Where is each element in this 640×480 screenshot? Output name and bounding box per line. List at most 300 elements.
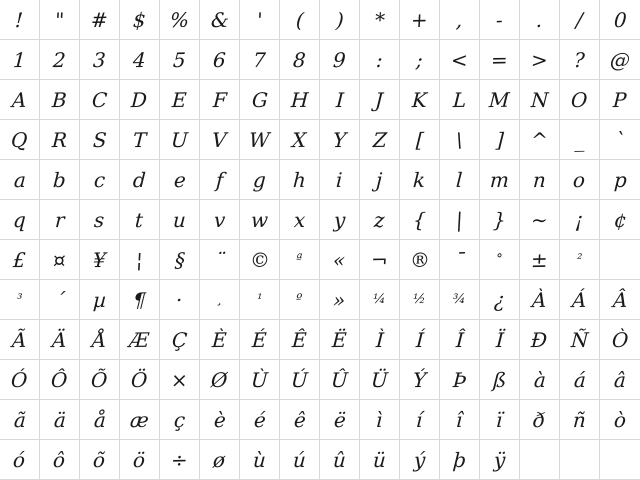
glyph-cell[interactable] bbox=[240, 440, 280, 480]
glyph-character: ; bbox=[415, 47, 424, 72]
glyph-cell[interactable] bbox=[280, 0, 320, 40]
glyph-cell[interactable] bbox=[560, 160, 600, 200]
glyph-character: [ bbox=[414, 127, 425, 152]
glyph-character: G bbox=[250, 87, 269, 112]
glyph-cell[interactable] bbox=[520, 400, 560, 440]
glyph-character: { bbox=[412, 207, 427, 232]
glyph-cell[interactable] bbox=[600, 200, 640, 240]
glyph-character: " bbox=[54, 7, 65, 32]
glyph-cell[interactable] bbox=[560, 0, 600, 40]
glyph-character: Ñ bbox=[570, 327, 589, 352]
glyph-cell[interactable] bbox=[80, 280, 120, 320]
glyph-cell[interactable] bbox=[80, 80, 120, 120]
glyph-character: ð bbox=[532, 407, 547, 432]
glyph-cell[interactable] bbox=[480, 360, 520, 400]
glyph-cell[interactable] bbox=[440, 80, 480, 120]
glyph-cell[interactable] bbox=[200, 40, 240, 80]
glyph-cell[interactable] bbox=[160, 40, 200, 80]
glyph-character: 7 bbox=[252, 47, 267, 72]
glyph-character: ¼ bbox=[372, 291, 387, 308]
glyph-cell[interactable] bbox=[240, 200, 280, 240]
glyph-character: q bbox=[12, 207, 27, 232]
glyph-character: þ bbox=[452, 447, 467, 472]
glyph-cell[interactable] bbox=[360, 440, 400, 480]
glyph-cell[interactable] bbox=[480, 440, 520, 480]
glyph-cell[interactable] bbox=[0, 240, 40, 280]
glyph-cell[interactable] bbox=[480, 280, 520, 320]
glyph-cell[interactable] bbox=[200, 440, 240, 480]
glyph-cell[interactable] bbox=[240, 80, 280, 120]
glyph-cell[interactable] bbox=[440, 320, 480, 360]
glyph-cell[interactable] bbox=[40, 40, 80, 80]
glyph-cell[interactable] bbox=[40, 200, 80, 240]
glyph-cell[interactable] bbox=[160, 440, 200, 480]
glyph-cell[interactable] bbox=[120, 240, 160, 280]
glyph-cell[interactable] bbox=[120, 120, 160, 160]
glyph-cell[interactable] bbox=[520, 360, 560, 400]
glyph-character: ç bbox=[173, 407, 186, 432]
glyph-character: ó bbox=[12, 447, 27, 472]
glyph-character: f bbox=[215, 167, 224, 192]
glyph-cell[interactable] bbox=[0, 320, 40, 360]
glyph-cell[interactable] bbox=[400, 320, 440, 360]
glyph-cell[interactable] bbox=[40, 320, 80, 360]
glyph-cell[interactable] bbox=[120, 160, 160, 200]
glyph-character: S bbox=[92, 127, 107, 152]
glyph-cell[interactable] bbox=[0, 280, 40, 320]
glyph-cell[interactable] bbox=[280, 120, 320, 160]
glyph-cell[interactable] bbox=[600, 280, 640, 320]
glyph-character: D bbox=[130, 87, 149, 112]
glyph-character: 9 bbox=[332, 47, 347, 72]
glyph-character: - bbox=[495, 7, 504, 32]
glyph-cell[interactable] bbox=[320, 80, 360, 120]
glyph-cell[interactable] bbox=[600, 80, 640, 120]
glyph-cell[interactable] bbox=[80, 200, 120, 240]
glyph-character: Å bbox=[91, 327, 108, 352]
glyph-character: W bbox=[248, 127, 271, 152]
glyph-cell[interactable] bbox=[400, 80, 440, 120]
glyph-cell[interactable] bbox=[0, 360, 40, 400]
glyph-character: _ bbox=[573, 127, 586, 152]
glyph-cell[interactable] bbox=[400, 120, 440, 160]
glyph-character: j bbox=[375, 167, 384, 192]
glyph-cell[interactable] bbox=[120, 440, 160, 480]
glyph-cell[interactable] bbox=[40, 80, 80, 120]
glyph-cell[interactable] bbox=[0, 120, 40, 160]
glyph-cell[interactable] bbox=[120, 80, 160, 120]
glyph-character: B bbox=[51, 87, 68, 112]
glyph-cell[interactable] bbox=[200, 400, 240, 440]
glyph-character: ¸ bbox=[215, 291, 224, 308]
glyph-cell[interactable] bbox=[400, 0, 440, 40]
glyph-cell[interactable] bbox=[320, 440, 360, 480]
glyph-cell[interactable] bbox=[80, 160, 120, 200]
glyph-character: V bbox=[211, 127, 228, 152]
glyph-cell[interactable] bbox=[360, 0, 400, 40]
glyph-cell[interactable] bbox=[400, 160, 440, 200]
glyph-cell[interactable] bbox=[440, 440, 480, 480]
glyph-cell[interactable] bbox=[240, 0, 280, 40]
glyph-cell[interactable] bbox=[480, 160, 520, 200]
glyph-character: Ö bbox=[130, 367, 149, 392]
glyph-cell[interactable] bbox=[0, 440, 40, 480]
glyph-cell[interactable] bbox=[320, 240, 360, 280]
glyph-cell[interactable] bbox=[360, 160, 400, 200]
glyph-character: M bbox=[488, 87, 511, 112]
glyph-cell[interactable] bbox=[440, 280, 480, 320]
glyph-cell[interactable] bbox=[280, 360, 320, 400]
glyph-cell[interactable] bbox=[160, 360, 200, 400]
glyph-cell[interactable] bbox=[280, 320, 320, 360]
glyph-cell[interactable] bbox=[240, 360, 280, 400]
glyph-cell[interactable] bbox=[440, 160, 480, 200]
glyph-character: ´ bbox=[53, 287, 66, 312]
glyph-cell[interactable] bbox=[320, 320, 360, 360]
glyph-character: · bbox=[175, 287, 184, 312]
glyph-cell[interactable] bbox=[360, 200, 400, 240]
glyph-cell[interactable] bbox=[560, 40, 600, 80]
glyph-cell[interactable] bbox=[600, 40, 640, 80]
glyph-cell[interactable] bbox=[440, 120, 480, 160]
glyph-cell[interactable] bbox=[320, 40, 360, 80]
glyph-character: c bbox=[93, 167, 106, 192]
glyph-character: ¡ bbox=[574, 207, 585, 232]
glyph-cell[interactable] bbox=[240, 120, 280, 160]
glyph-character: p bbox=[612, 167, 628, 192]
glyph-cell[interactable] bbox=[480, 80, 520, 120]
glyph-character: à bbox=[532, 367, 547, 392]
glyph-character: < bbox=[450, 47, 469, 72]
glyph-character: + bbox=[410, 7, 429, 32]
glyph-cell[interactable] bbox=[320, 0, 360, 40]
glyph-cell[interactable] bbox=[600, 440, 640, 480]
glyph-cell[interactable] bbox=[440, 360, 480, 400]
glyph-cell[interactable] bbox=[320, 400, 360, 440]
glyph-character: ¯ bbox=[453, 247, 466, 272]
glyph-cell[interactable] bbox=[480, 120, 520, 160]
glyph-cell[interactable] bbox=[520, 280, 560, 320]
glyph-cell[interactable] bbox=[600, 400, 640, 440]
glyph-character: ò bbox=[613, 407, 627, 432]
glyph-cell[interactable] bbox=[240, 40, 280, 80]
glyph-character: Â bbox=[612, 287, 628, 312]
glyph-character: b bbox=[52, 167, 67, 192]
glyph-character: x bbox=[293, 207, 306, 232]
glyph-cell[interactable] bbox=[400, 240, 440, 280]
glyph-cell[interactable] bbox=[280, 400, 320, 440]
glyph-cell[interactable] bbox=[560, 200, 600, 240]
glyph-cell[interactable] bbox=[360, 40, 400, 80]
glyph-cell[interactable] bbox=[480, 320, 520, 360]
glyph-cell[interactable] bbox=[80, 400, 120, 440]
glyph-character: ~ bbox=[530, 207, 549, 232]
glyph-cell[interactable] bbox=[320, 280, 360, 320]
glyph-cell[interactable] bbox=[560, 80, 600, 120]
glyph-character: ê bbox=[292, 407, 307, 432]
glyph-cell[interactable] bbox=[360, 80, 400, 120]
glyph-character: ¿ bbox=[493, 287, 506, 312]
glyph-cell[interactable] bbox=[280, 80, 320, 120]
glyph-cell[interactable] bbox=[360, 320, 400, 360]
glyph-cell[interactable] bbox=[520, 0, 560, 40]
glyph-character: Ä bbox=[51, 327, 68, 352]
glyph-cell[interactable] bbox=[160, 320, 200, 360]
glyph-cell[interactable] bbox=[400, 200, 440, 240]
glyph-cell[interactable] bbox=[0, 400, 40, 440]
glyph-cell[interactable] bbox=[440, 0, 480, 40]
glyph-cell[interactable] bbox=[200, 120, 240, 160]
glyph-character: Ý bbox=[412, 367, 427, 392]
glyph-cell[interactable] bbox=[360, 240, 400, 280]
glyph-character: ö bbox=[132, 447, 147, 472]
glyph-character: ? bbox=[573, 47, 586, 72]
glyph-character: = bbox=[490, 47, 509, 72]
glyph-cell[interactable] bbox=[40, 440, 80, 480]
glyph-cell[interactable] bbox=[200, 360, 240, 400]
glyph-cell[interactable] bbox=[160, 80, 200, 120]
glyph-cell[interactable] bbox=[600, 360, 640, 400]
glyph-cell[interactable] bbox=[40, 160, 80, 200]
glyph-cell[interactable] bbox=[520, 160, 560, 200]
glyph-cell[interactable] bbox=[160, 120, 200, 160]
glyph-character: w bbox=[250, 207, 269, 232]
glyph-character: ² bbox=[576, 251, 583, 268]
glyph-character: ³ bbox=[16, 291, 23, 308]
glyph-character: ü bbox=[372, 447, 387, 472]
glyph-character: Æ bbox=[128, 327, 151, 352]
glyph-cell[interactable] bbox=[280, 440, 320, 480]
glyph-cell[interactable] bbox=[600, 240, 640, 280]
glyph-cell[interactable] bbox=[120, 40, 160, 80]
glyph-cell[interactable] bbox=[560, 320, 600, 360]
glyph-character: r bbox=[54, 207, 65, 232]
glyph-character: 0 bbox=[612, 7, 627, 32]
glyph-cell[interactable] bbox=[600, 160, 640, 200]
glyph-character: X bbox=[291, 127, 308, 152]
glyph-cell[interactable] bbox=[120, 320, 160, 360]
glyph-character: ' bbox=[256, 7, 263, 32]
glyph-cell[interactable] bbox=[120, 200, 160, 240]
glyph-character: Q bbox=[10, 127, 29, 152]
glyph-cell[interactable] bbox=[0, 0, 40, 40]
glyph-cell[interactable] bbox=[480, 0, 520, 40]
glyph-cell[interactable] bbox=[200, 80, 240, 120]
glyph-cell[interactable] bbox=[280, 200, 320, 240]
glyph-character: L bbox=[452, 87, 467, 112]
glyph-character: ¥ bbox=[92, 247, 107, 272]
glyph-cell[interactable] bbox=[520, 40, 560, 80]
glyph-cell[interactable] bbox=[120, 0, 160, 40]
glyph-cell[interactable] bbox=[120, 360, 160, 400]
glyph-cell[interactable] bbox=[360, 400, 400, 440]
glyph-cell[interactable] bbox=[80, 320, 120, 360]
glyph-cell[interactable] bbox=[240, 320, 280, 360]
glyph-character: R bbox=[51, 127, 68, 152]
glyph-character: * bbox=[373, 7, 386, 32]
glyph-cell[interactable] bbox=[40, 280, 80, 320]
glyph-cell[interactable] bbox=[40, 400, 80, 440]
glyph-cell[interactable] bbox=[80, 40, 120, 80]
glyph-cell[interactable] bbox=[280, 40, 320, 80]
glyph-cell[interactable] bbox=[320, 160, 360, 200]
glyph-cell[interactable] bbox=[560, 360, 600, 400]
glyph-cell[interactable] bbox=[360, 120, 400, 160]
glyph-cell[interactable] bbox=[400, 360, 440, 400]
glyph-cell[interactable] bbox=[360, 280, 400, 320]
glyph-character: µ bbox=[92, 287, 107, 312]
glyph-cell[interactable] bbox=[240, 240, 280, 280]
glyph-cell[interactable] bbox=[80, 360, 120, 400]
glyph-character: H bbox=[290, 87, 309, 112]
glyph-cell[interactable] bbox=[280, 280, 320, 320]
glyph-cell[interactable] bbox=[560, 280, 600, 320]
glyph-character: m bbox=[489, 167, 510, 192]
glyph-cell[interactable] bbox=[40, 0, 80, 40]
glyph-cell[interactable] bbox=[0, 160, 40, 200]
glyph-cell[interactable] bbox=[160, 0, 200, 40]
glyph-character: ¾ bbox=[452, 291, 467, 308]
glyph-character: ä bbox=[52, 407, 67, 432]
glyph-cell[interactable] bbox=[160, 160, 200, 200]
glyph-cell[interactable] bbox=[200, 240, 240, 280]
glyph-character: n bbox=[532, 167, 547, 192]
glyph-cell[interactable] bbox=[560, 240, 600, 280]
glyph-cell[interactable] bbox=[600, 320, 640, 360]
glyph-cell[interactable] bbox=[40, 360, 80, 400]
glyph-cell[interactable] bbox=[440, 40, 480, 80]
glyph-cell[interactable] bbox=[320, 360, 360, 400]
glyph-character: Z bbox=[371, 127, 388, 152]
glyph-character: ù bbox=[252, 447, 267, 472]
glyph-character: Ô bbox=[50, 367, 69, 392]
glyph-cell[interactable] bbox=[520, 200, 560, 240]
glyph-character: s bbox=[93, 207, 106, 232]
glyph-character: Ì bbox=[374, 327, 385, 352]
glyph-character: õ bbox=[92, 447, 107, 472]
glyph-character: 8 bbox=[292, 47, 307, 72]
glyph-cell[interactable] bbox=[280, 240, 320, 280]
glyph-cell[interactable] bbox=[240, 400, 280, 440]
glyph-character: Ë bbox=[331, 327, 348, 352]
glyph-cell[interactable] bbox=[160, 200, 200, 240]
glyph-cell[interactable] bbox=[80, 440, 120, 480]
glyph-character: ë bbox=[332, 407, 347, 432]
glyph-character: } bbox=[492, 207, 507, 232]
glyph-cell[interactable] bbox=[400, 280, 440, 320]
glyph-character: ± bbox=[530, 247, 549, 272]
glyph-cell[interactable] bbox=[560, 120, 600, 160]
glyph-character: Ù bbox=[250, 367, 269, 392]
glyph-character: ø bbox=[212, 447, 227, 472]
glyph-cell[interactable] bbox=[160, 280, 200, 320]
glyph-cell[interactable] bbox=[40, 120, 80, 160]
glyph-cell[interactable] bbox=[440, 240, 480, 280]
glyph-cell[interactable] bbox=[120, 280, 160, 320]
glyph-character: 6 bbox=[212, 47, 227, 72]
glyph-character: ! bbox=[14, 7, 25, 32]
glyph-cell[interactable] bbox=[480, 400, 520, 440]
glyph-cell[interactable] bbox=[280, 160, 320, 200]
glyph-cell[interactable] bbox=[200, 160, 240, 200]
glyph-cell[interactable] bbox=[200, 320, 240, 360]
glyph-character: ¬ bbox=[370, 247, 389, 272]
glyph-cell[interactable] bbox=[400, 440, 440, 480]
glyph-cell[interactable] bbox=[520, 240, 560, 280]
glyph-cell[interactable] bbox=[320, 200, 360, 240]
glyph-cell[interactable] bbox=[200, 0, 240, 40]
glyph-character: / bbox=[575, 7, 584, 32]
glyph-cell[interactable] bbox=[0, 40, 40, 80]
glyph-character: g bbox=[252, 167, 267, 192]
glyph-cell[interactable] bbox=[520, 440, 560, 480]
glyph-character: Ê bbox=[291, 327, 308, 352]
glyph-cell[interactable] bbox=[0, 80, 40, 120]
glyph-character: Ã bbox=[11, 327, 28, 352]
glyph-character: | bbox=[455, 207, 464, 232]
glyph-character: Û bbox=[330, 367, 349, 392]
glyph-character: » bbox=[332, 287, 347, 312]
glyph-cell[interactable] bbox=[560, 400, 600, 440]
glyph-cell[interactable] bbox=[520, 80, 560, 120]
glyph-cell[interactable] bbox=[400, 400, 440, 440]
glyph-cell[interactable] bbox=[400, 40, 440, 80]
glyph-character: \ bbox=[455, 127, 464, 152]
glyph-cell[interactable] bbox=[200, 200, 240, 240]
glyph-character: ¢ bbox=[612, 207, 627, 232]
glyph-character: « bbox=[332, 247, 347, 272]
glyph-character: × bbox=[170, 367, 189, 392]
glyph-cell[interactable] bbox=[200, 280, 240, 320]
glyph-character: y bbox=[333, 207, 346, 232]
glyph-cell[interactable] bbox=[480, 40, 520, 80]
glyph-character: Ú bbox=[290, 367, 309, 392]
glyph-cell[interactable] bbox=[240, 160, 280, 200]
glyph-cell[interactable] bbox=[40, 240, 80, 280]
glyph-cell[interactable] bbox=[360, 360, 400, 400]
glyph-cell[interactable] bbox=[600, 0, 640, 40]
glyph-character: 5 bbox=[172, 47, 187, 72]
glyph-character: a bbox=[12, 167, 27, 192]
glyph-cell[interactable] bbox=[480, 200, 520, 240]
glyph-cell[interactable] bbox=[0, 200, 40, 240]
glyph-character: N bbox=[530, 87, 549, 112]
glyph-cell[interactable] bbox=[80, 120, 120, 160]
glyph-cell[interactable] bbox=[160, 240, 200, 280]
glyph-character: v bbox=[213, 207, 226, 232]
glyph-cell[interactable] bbox=[440, 200, 480, 240]
glyph-cell[interactable] bbox=[160, 400, 200, 440]
glyph-character: Y bbox=[332, 127, 347, 152]
glyph-cell[interactable] bbox=[440, 400, 480, 440]
glyph-cell[interactable] bbox=[80, 0, 120, 40]
glyph-cell[interactable] bbox=[520, 120, 560, 160]
glyph-character: 1 bbox=[12, 47, 27, 72]
glyph-cell[interactable] bbox=[320, 120, 360, 160]
glyph-character: ° bbox=[495, 251, 504, 268]
glyph-cell[interactable] bbox=[560, 440, 600, 480]
glyph-cell[interactable] bbox=[480, 240, 520, 280]
glyph-cell[interactable] bbox=[120, 400, 160, 440]
glyph-character: á bbox=[572, 367, 587, 392]
glyph-character: $ bbox=[132, 7, 147, 32]
glyph-cell[interactable] bbox=[80, 240, 120, 280]
glyph-cell[interactable] bbox=[600, 120, 640, 160]
glyph-character: Ü bbox=[370, 367, 389, 392]
glyph-cell[interactable] bbox=[520, 320, 560, 360]
glyph-cell[interactable] bbox=[240, 280, 280, 320]
glyph-character: ½ bbox=[412, 291, 427, 308]
